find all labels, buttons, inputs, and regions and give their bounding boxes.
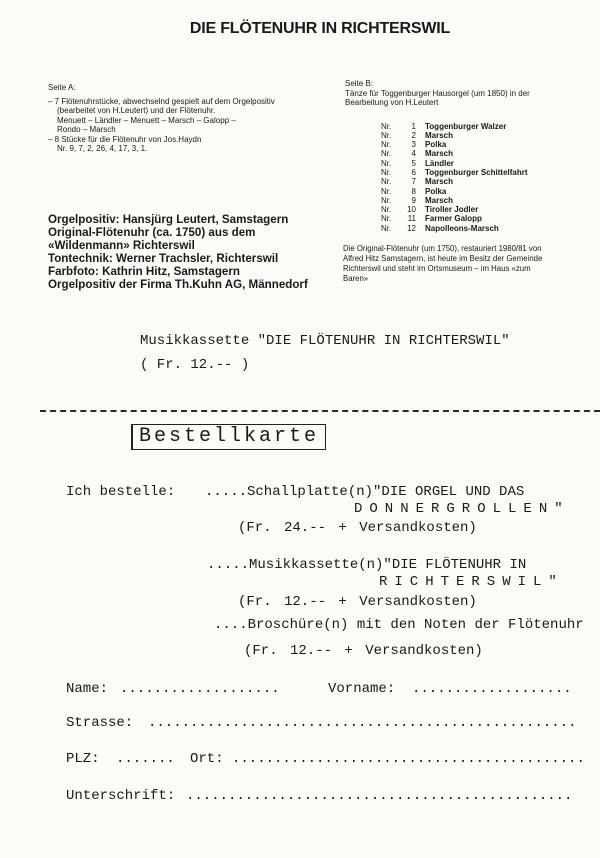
unterschrift-label: Unterschrift:: [66, 788, 176, 804]
ort-label: Ort:: [190, 751, 224, 767]
track-row: Nr. 6 Toggenburger Schittelfahrt: [381, 167, 528, 177]
side-b-section: [345, 79, 595, 233]
cassette-order-line[interactable]: .....Musikkassette(n)"DIE FLÖTENUHR IN: [207, 557, 527, 573]
ort-field[interactable]: ..........................................: [232, 751, 585, 767]
cassette-title-cont: RICHTERSWIL": [379, 574, 564, 590]
track-row: Nr. 12 Napolleons-Marsch: [381, 223, 499, 233]
strasse-field[interactable]: ...................................................: [148, 715, 577, 731]
cassette-heading: Musikkassette "DIE FLÖTENUHR IN RICHTERSWIL": [140, 333, 510, 349]
record-title-cont: DONNERGROLLEN": [354, 501, 570, 517]
record-order-line[interactable]: .....Schallplatte(n)"DIE ORGEL UND DAS: [205, 484, 525, 500]
plz-label: PLZ:: [66, 751, 100, 767]
vorname-field[interactable]: ...................: [412, 681, 572, 697]
booklet-order-line[interactable]: ....Broschüre(n) mit den Noten der Flötenuhr: [214, 617, 584, 633]
booklet-price: (Fr. 12.-- + Versandkosten): [244, 643, 483, 659]
track-list: [381, 122, 595, 234]
name-label: Name:: [66, 681, 109, 697]
credit-line: Tontechnik: Werner Trachsler, Richterswil: [48, 252, 279, 265]
museum-note: Die Original-Flötenuhr (um 1750), restauriert 1980/81 von Alfred Hitz Samstagern, ist heute im Besitz der Gemeinde Richterswil und steht im Ortsmuseum – im Haus «zum Baren»: [343, 244, 543, 283]
credit-line: Orgelpositiv: Hansjürg Leutert, Samstagern: [48, 213, 289, 226]
side-a-dance-list-cont: Rondo – Marsch: [57, 125, 116, 134]
track-row: Nr. 9 Marsch: [381, 195, 454, 205]
track-row: Nr. 7 Marsch: [381, 177, 454, 187]
track-row: Nr. 2 Marsch: [381, 130, 454, 140]
side-b-intro: Tänze für Toggenburger Hausorgel (um 1850) in der: [345, 88, 530, 98]
side-b-label: Seite B:: [345, 79, 374, 88]
unterschrift-field[interactable]: ..............................................: [186, 788, 573, 804]
track-row: Nr. 3 Polka: [381, 140, 447, 150]
name-field[interactable]: ...................: [120, 681, 280, 697]
cassette-price: ( Fr. 12.-- ): [140, 357, 250, 373]
credit-line: Farbfoto: Kathrin Hitz, Samstagern: [48, 265, 240, 278]
side-a-section: [48, 83, 308, 154]
cut-line-divider: [40, 410, 600, 412]
credit-line: Original-Flötenuhr (ca. 1750) aus dem: [48, 226, 256, 239]
track-row: Nr. 11 Farmer Galopp: [381, 214, 482, 224]
record-price: (Fr. 24.-- + Versandkosten): [238, 520, 477, 536]
track-row: Nr. 1 Toggenburger Walzer: [381, 121, 507, 131]
strasse-label: Strasse:: [66, 715, 134, 731]
cassette-order-price: (Fr. 12.-- + Versandkosten): [238, 594, 477, 610]
plz-field[interactable]: .......: [116, 751, 175, 767]
side-a-haydn-numbers: Nr. 9, 7, 2, 26, 4, 17, 3, 1.: [57, 144, 148, 153]
vorname-label: Vorname:: [328, 681, 396, 697]
track-row: Nr. 5 Ländler: [381, 158, 454, 168]
side-a-dance-list: Menuett – Ländler – Menuett – Marsch – Galopp –: [57, 115, 236, 125]
order-intro: Ich bestelle:: [66, 484, 176, 500]
credit-line: «Wildenmann» Richterswil: [48, 239, 195, 252]
track-row: Nr. 4 Marsch: [381, 149, 454, 159]
side-a-item: – 8 Stücke für die Flötenuhr von Jos.Haydn Nr. 9, 7, 2, 26, 4, 17, 3, 1.: [48, 135, 308, 154]
bestellkarte-heading: Bestellkarte: [131, 424, 326, 450]
credits-block: [48, 213, 348, 291]
track-row: Nr. 10 Tiroller Jodler: [381, 205, 479, 215]
side-a-label: Seite A:: [48, 83, 76, 92]
track-row: Nr. 8 Polka: [381, 186, 447, 196]
page-title: DIE FLÖTENUHR IN RICHTERSWIL: [189, 20, 451, 37]
side-b-intro: Bearbeitung von H.Leutert: [345, 98, 439, 107]
side-a-item: – 7 Flötenuhrstücke, abwechselnd gespielt auf dem Orgelpositiv (bearbeitet von H.Leutert) und der Flötenuhr. Menuett – Ländler – Menuett – Marsch – Galopp – Rondo – Marsch: [48, 97, 308, 135]
credit-line: Orgelpositiv der Firma Th.Kuhn AG, Männedorf: [48, 278, 308, 291]
